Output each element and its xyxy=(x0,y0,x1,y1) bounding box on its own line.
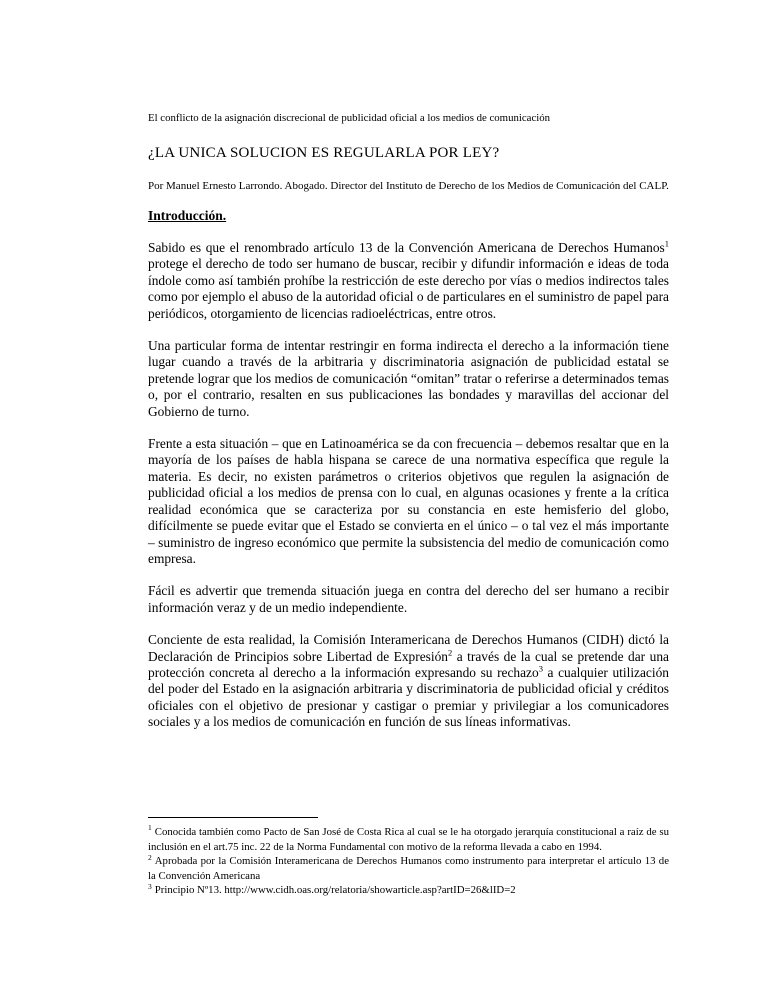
footnote-separator-rule xyxy=(148,817,318,818)
paragraph-2: Una particular forma de intentar restringir en forma indirecta el derecho a la información tiene lugar cuando a través de la arbitraria y discriminatoria asignación de publicidad estatal se pretende lograr que los medios de comunicación “omitan” tratar o referirse a determinados temas o, por el contrario, resalten en sus publicaciones las bondades y maravillas del accionar del Gobierno de turno. xyxy=(148,338,669,419)
paragraph-5-text-continued: a través de la cual se pretende dar una protección concreta al derecho a la información expresando su rechazo xyxy=(148,648,669,680)
section-heading-introduccion: Introducción. xyxy=(148,208,227,223)
footnote-3-marker: 3 xyxy=(148,881,152,891)
paragraph-1 xyxy=(148,240,669,322)
footnotes-section xyxy=(148,817,669,898)
footnote-1 xyxy=(148,825,669,854)
paragraph-3: Frente a esta situación – que en Latinoamérica se da con frecuencia – debemos resaltar que en la mayoría de los países de habla hispana se carece de una normativa específica que regule la materia. Es decir, no existen parámetros o criterios objetivos que regulen la asignación de publicidad oficial a los medios de prensa con lo cual, en algunas ocasiones y frente a la crítica realidad económica que se caracteriza por su constancia en este hemisferio del globo, difícilmente se puede evitar que el Estado se convierta en el único – o tal vez el más importante – suministro de ingreso económico que permite la subsistencia del medio de comunicación como empresa. xyxy=(148,436,669,566)
footnote-3 xyxy=(148,883,669,898)
paragraph-5-text-end: a cualquier utilización del poder del Estado en la asignación arbitraria y discriminatoria de publicidad oficial y créditos oficiales con el objetivo de presionar y castigar o premiar y privilegiar a los comunicadores sociales y a los medios de comunicación en función de sus líneas informativas. xyxy=(148,664,669,730)
footnote-1-marker: 1 xyxy=(148,823,152,833)
author-byline: Por Manuel Ernesto Larrondo. Abogado. Director del Instituto de Derecho de los Medios de Comunicación del CALP. xyxy=(148,180,669,192)
paragraph-5-text: Conciente de esta realidad, la Comisión Interamericana de Derechos Humanos (CIDH) dictó la Declaración de Principios sobre Libertad de Expresión xyxy=(148,632,669,664)
footnote-1-text: Conocida también como Pacto de San José de Costa Rica al cual se le ha otorgado jerarquía constitucional a raíz de su inclusión en el art.75 inc. 22 de la Norma Fundamental con motivo de la reforma llevada a cabo en 1994. xyxy=(148,826,669,853)
footnote-2 xyxy=(148,854,669,883)
paragraph-4: Fácil es advertir que tremenda situación juega en contra del derecho del ser humano a recibir información veraz y de un medio independiente. xyxy=(148,583,669,615)
footnote-2-marker: 2 xyxy=(148,852,152,862)
document-title: ¿LA UNICA SOLUCION ES REGULARLA POR LEY? xyxy=(148,145,500,161)
footnote-3-text: Principio Nº13. http://www.cidh.oas.org/relatoria/showarticle.asp?artID=26&lID=2 xyxy=(154,884,516,897)
footnote-reference-1: 1 xyxy=(664,238,669,249)
document-content xyxy=(148,0,669,731)
document-subject-line: El conflicto de la asignación discrecional de publicidad oficial a los medios de comunicación xyxy=(148,112,551,124)
paragraph-5 xyxy=(148,632,669,730)
paragraph-1-text-continued: protege el derecho de todo ser humano de buscar, recibir y difundir información e ideas de toda índole como así también prohíbe la restricción de este derecho por vías o medios indirectos tales como por ejemplo el abuso de la autoridad oficial o de particulares en el suministro de papel para periódicos, otorgamiento de licencias radioeléctricas, entre otros. xyxy=(148,256,669,321)
paragraph-1-text: Sabido es que el renombrado artículo 13 de la Convención Americana de Derechos Humanos xyxy=(148,240,665,255)
footnote-reference-2: 2 xyxy=(447,647,453,658)
footnote-reference-3: 3 xyxy=(538,663,543,674)
footnote-2-text: Aprobada por la Comisión Interamericana de Derechos Humanos como instrumento para interpretar el artículo 13 de la Convención Americana xyxy=(148,855,669,882)
